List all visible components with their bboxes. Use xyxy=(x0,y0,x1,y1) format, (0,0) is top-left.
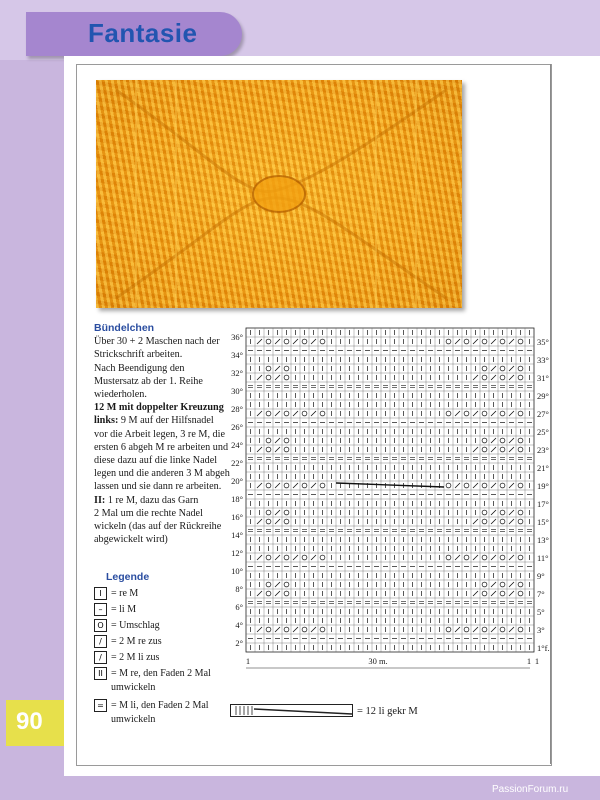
cable-line: ersten 6 abgeh M re arbeiten und xyxy=(94,441,229,453)
cable-line xyxy=(94,414,236,427)
row-label-right: 7° xyxy=(537,589,545,599)
col-label: 1 xyxy=(245,656,251,666)
row-label-left: 22° xyxy=(231,458,243,468)
watermark: PassionForum.ru xyxy=(492,784,569,795)
cable-line: vor die Arbeit legen, 3 re M, die xyxy=(94,428,225,440)
row-label-left: 28° xyxy=(231,404,243,414)
row-label-left: 12° xyxy=(231,548,243,558)
legend-item: O = Umschlag xyxy=(94,619,160,633)
row-label-right: 1°f. xyxy=(537,643,550,653)
cable-line-rest: 9 M auf der Hilfsnadel xyxy=(120,415,214,427)
row-label-right: 13° xyxy=(537,535,549,545)
cable-title: 12 M mit doppelter Kreuzung xyxy=(94,402,224,414)
k2tog-icon: / xyxy=(94,635,107,648)
row-label-left: 10° xyxy=(231,566,243,576)
row-label-left: 26° xyxy=(231,422,243,432)
p2tog-icon: / xyxy=(94,651,107,664)
intro-line: Nach Beendigung den xyxy=(94,362,185,374)
legend-title: Legende xyxy=(106,571,150,583)
pattern-text xyxy=(94,322,236,546)
row-label-right: 29° xyxy=(537,391,549,401)
intro-line: Strickschrift arbeiten. xyxy=(94,349,183,361)
page-title: Fantasie xyxy=(88,18,198,48)
legend-item: / = 2 M li zus xyxy=(94,651,159,665)
knit-sample-photo xyxy=(96,80,462,308)
intro-line: Mustersatz ab der 1. Reihe xyxy=(94,375,203,387)
cable-label: = 12 li gekr M xyxy=(357,706,418,717)
cable-lead: links: xyxy=(94,415,119,427)
row-label-right: 23° xyxy=(537,445,549,455)
double-wrap-purl-icon: = xyxy=(94,699,107,712)
double-wrap-knit-icon: II xyxy=(94,667,107,680)
ii-line: 2 Mal um die rechte Nadel xyxy=(94,507,203,519)
row-label-right: 27° xyxy=(537,409,549,419)
row-label-right: 3° xyxy=(537,625,545,635)
row-label-right: 11° xyxy=(537,553,549,563)
row-label-left: 18° xyxy=(231,494,243,504)
row-label-right: 19° xyxy=(537,481,549,491)
ii-line xyxy=(94,494,236,507)
row-label-left: 20° xyxy=(231,476,243,486)
row-label-left: 6° xyxy=(235,602,243,612)
stitch-count-label: 30 m. xyxy=(368,656,388,666)
row-label-left: 34° xyxy=(231,350,243,360)
ii-line: wickeln (das auf der Rückreihe xyxy=(94,521,222,533)
col-label: 1 xyxy=(526,656,532,666)
row-label-left: 32° xyxy=(231,368,243,378)
legend-item: II = M re, den Faden 2 Mal umwickeln xyxy=(94,667,211,695)
cable-line: legen und die anderen 3 M abgeh xyxy=(94,468,230,480)
row-label-left: 4° xyxy=(235,620,243,630)
cable-line: diese dazu auf die linke Nadel xyxy=(94,455,218,467)
row-label-left: 36° xyxy=(231,332,243,342)
row-label-left: 14° xyxy=(231,530,243,540)
row-label-right: 35° xyxy=(537,337,549,347)
knit-symbol-icon: I xyxy=(94,587,107,600)
ii-line-rest: 1 re M, dazu das Garn xyxy=(107,494,199,506)
knit-texture xyxy=(96,80,462,308)
legend-item: = = M li, den Faden 2 Mal umwickeln xyxy=(94,699,209,727)
legend-item: – = li M xyxy=(94,603,136,617)
pattern-name: Bündelchen xyxy=(94,322,155,334)
row-label-right: 9° xyxy=(537,571,545,581)
ii-lead: II: xyxy=(94,494,106,506)
row-label-right: 21° xyxy=(537,463,549,473)
frame-edge xyxy=(550,64,551,764)
row-label-left: 30° xyxy=(231,386,243,396)
row-label-right: 17° xyxy=(537,499,549,509)
row-label-right: 5° xyxy=(537,607,545,617)
cable-symbol-icon xyxy=(230,704,354,718)
row-label-left: 16° xyxy=(231,512,243,522)
row-label-right: 31° xyxy=(537,373,549,383)
intro-line: wiederholen. xyxy=(94,389,147,401)
row-label-left: 24° xyxy=(231,440,243,450)
row-label-right: 15° xyxy=(537,517,549,527)
yarn-over-icon: O xyxy=(94,619,107,632)
col-label: 1 xyxy=(534,656,540,666)
cable-line: lassen und sie dann re arbeiten. xyxy=(94,481,222,493)
purl-symbol-icon: – xyxy=(94,603,107,616)
intro-line: Über 30 + 2 Maschen nach der xyxy=(94,336,220,348)
legend-item: / = 2 M re zus xyxy=(94,635,162,649)
row-label-left: 2° xyxy=(235,638,243,648)
row-label-right: 33° xyxy=(537,355,549,365)
page-number: 90 xyxy=(16,708,43,735)
row-label-left: 8° xyxy=(235,584,243,594)
knitting-chart xyxy=(226,326,556,686)
legend-item: I = re M xyxy=(94,587,138,601)
ii-line: abgewickelt wird) xyxy=(94,534,168,546)
row-label-right: 25° xyxy=(537,427,549,437)
